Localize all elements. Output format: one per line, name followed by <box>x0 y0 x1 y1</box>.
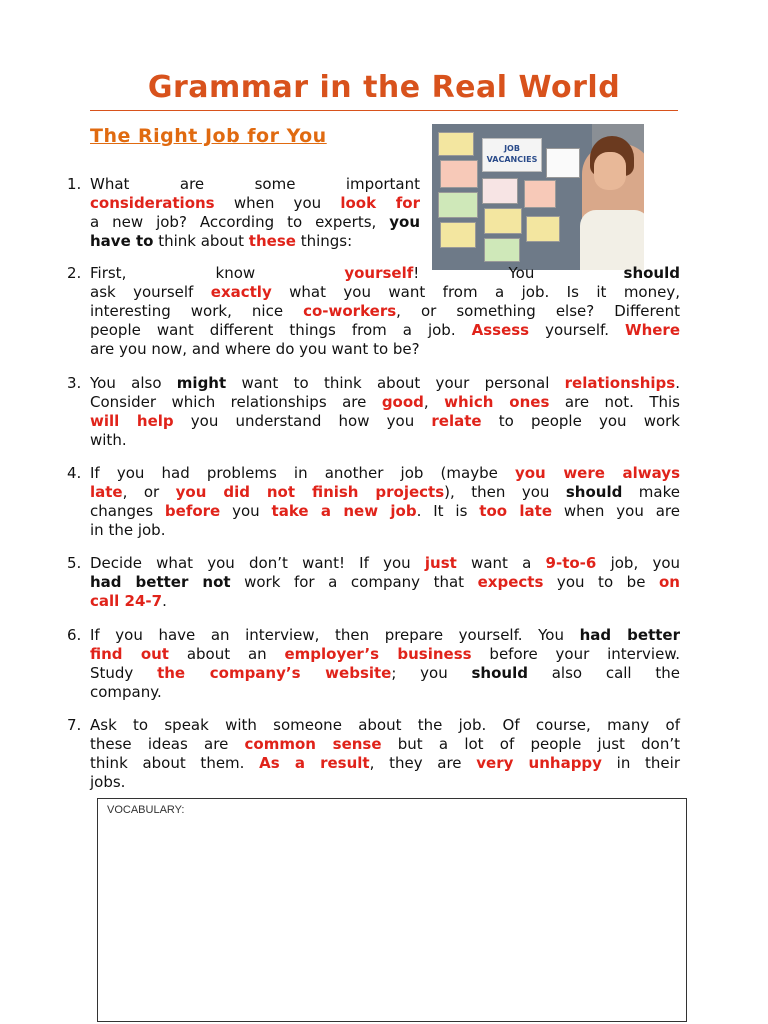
list-item-number: 3. <box>67 374 82 392</box>
highlighted-phrase: Assess <box>471 321 530 339</box>
text-segment: before your interview. <box>471 645 680 663</box>
highlighted-phrase: find out <box>90 645 169 663</box>
highlighted-phrase: expects <box>477 573 544 591</box>
text-line <box>90 283 680 302</box>
highlighted-phrase: considerations <box>90 194 215 212</box>
bold-word: have to <box>90 232 154 250</box>
highlighted-phrase: on <box>659 573 680 591</box>
text-line <box>90 232 420 251</box>
text-segment: changes <box>90 502 165 520</box>
text-segment: are you now, and where do you want to be? <box>90 340 420 358</box>
list-item <box>67 264 681 359</box>
text-segment: ), then you <box>444 483 566 501</box>
text-segment: ask yourself <box>90 283 211 301</box>
text-segment: ; you <box>391 664 472 682</box>
list-item-text <box>90 716 680 792</box>
list-item-number: 6. <box>67 626 82 644</box>
text-line <box>90 502 680 521</box>
text-segment: you to be <box>543 573 659 591</box>
text-segment: people want different things from a job. <box>90 321 472 339</box>
list-item-number: 5. <box>67 554 82 572</box>
notice-paper <box>440 222 476 248</box>
text-segment: yourself. <box>529 321 626 339</box>
highlighted-phrase: As a result <box>259 754 370 772</box>
sign-text: JOB <box>504 144 520 153</box>
text-line <box>90 175 420 194</box>
text-segment: . <box>675 374 680 392</box>
bold-word: might <box>176 374 227 392</box>
bold-word: you <box>389 213 420 231</box>
text-line <box>90 374 680 393</box>
text-line <box>90 264 680 283</box>
highlighted-phrase: just <box>424 554 457 572</box>
highlighted-phrase: these <box>248 232 296 250</box>
text-segment: work for a company that <box>230 573 478 591</box>
text-line <box>90 592 680 611</box>
list-item <box>67 716 681 792</box>
highlighted-phrase: the company’s website <box>157 664 392 682</box>
notice-paper <box>484 238 520 262</box>
text-segment: You also <box>90 374 177 392</box>
highlighted-phrase: late <box>90 483 123 501</box>
text-segment: interesting work, nice <box>90 302 304 320</box>
highlighted-phrase: yourself <box>344 264 414 282</box>
text-segment: a new job? According to experts, <box>90 213 390 231</box>
text-segment: If you had problems in another job (maybe <box>90 464 515 482</box>
list-item <box>67 374 681 450</box>
highlighted-phrase: relationships <box>564 374 676 392</box>
text-line <box>90 573 680 592</box>
list-item-text <box>90 626 680 702</box>
section-subtitle: The Right Job for You <box>90 125 327 147</box>
text-line <box>90 431 680 450</box>
list-item-number: 2. <box>67 264 82 282</box>
bold-word: had better <box>579 626 680 644</box>
text-segment: First, know <box>90 264 345 282</box>
job-vacancies-photo <box>432 124 644 270</box>
bold-word: should <box>471 664 528 682</box>
bold-word: should <box>623 264 680 282</box>
highlighted-phrase: relate <box>431 412 482 430</box>
highlighted-phrase: you did not finish projects <box>175 483 445 501</box>
text-segment: , <box>423 393 445 411</box>
highlighted-phrase: good <box>381 393 424 411</box>
text-line <box>90 716 680 735</box>
list-item-number: 7. <box>67 716 82 734</box>
list-item-text <box>90 554 680 611</box>
text-segment: these ideas are <box>90 735 245 753</box>
text-segment: want to think about your personal <box>226 374 565 392</box>
text-segment: Decide what you don’t want! If you <box>90 554 425 572</box>
text-line <box>90 194 420 213</box>
text-segment: are not. This <box>549 393 680 411</box>
notice-paper <box>440 160 478 188</box>
text-segment: in their <box>601 754 680 772</box>
text-segment: , they are <box>369 754 477 772</box>
text-line <box>90 412 680 431</box>
text-segment: also call the <box>527 664 680 682</box>
text-segment: , or something else? Different <box>396 302 680 320</box>
vocabulary-box[interactable] <box>97 798 687 1022</box>
text-segment: think about them. <box>90 754 260 772</box>
text-segment: Study <box>90 664 158 682</box>
text-line <box>90 735 680 754</box>
woman-face <box>594 152 626 190</box>
highlighted-phrase: very unhappy <box>476 754 602 772</box>
text-line <box>90 773 680 792</box>
list-item-number: 4. <box>67 464 82 482</box>
text-segment: to people you work <box>481 412 680 430</box>
text-segment: , or <box>122 483 176 501</box>
highlighted-phrase: co-workers <box>303 302 397 320</box>
highlighted-phrase: too late <box>479 502 552 520</box>
text-segment: things: <box>295 232 353 250</box>
list-item <box>67 175 421 251</box>
text-segment: ! You <box>413 264 624 282</box>
notice-paper <box>546 148 580 178</box>
text-line <box>90 626 680 645</box>
list-item <box>67 626 681 702</box>
text-segment: job, you <box>596 554 680 572</box>
notice-paper <box>438 192 478 218</box>
highlighted-phrase: look for <box>340 194 420 212</box>
text-segment: want a <box>456 554 546 572</box>
notice-paper <box>438 132 474 156</box>
notice-paper <box>526 216 560 242</box>
text-segment: you <box>220 502 272 520</box>
text-segment: . <box>162 592 167 610</box>
highlighted-phrase: which ones <box>444 393 550 411</box>
text-line <box>90 321 680 340</box>
text-segment: jobs. <box>90 773 126 791</box>
list-item-text <box>90 464 680 540</box>
text-line <box>90 664 680 683</box>
text-line <box>90 302 680 321</box>
highlighted-phrase: before <box>164 502 221 520</box>
title-rule <box>90 110 678 111</box>
highlighted-phrase: employer’s business <box>284 645 472 663</box>
vocabulary-label: VOCABULARY: <box>107 804 185 816</box>
text-segment: Ask to speak with someone about the job. Of course, many of <box>90 716 680 734</box>
highlighted-phrase: 9-to-6 <box>545 554 597 572</box>
text-segment: Consider which relationships are <box>90 393 382 411</box>
text-segment: but a lot of people just don’t <box>381 735 681 753</box>
text-segment: What are some important <box>90 175 420 193</box>
text-segment: when you are <box>552 502 680 520</box>
list-item-number: 1. <box>67 175 82 193</box>
highlighted-phrase: Where <box>625 321 680 339</box>
text-line <box>90 754 680 773</box>
text-line <box>90 483 680 502</box>
text-line <box>90 683 680 702</box>
page-title: Grammar in the Real World <box>147 70 621 105</box>
highlighted-phrase: exactly <box>210 283 272 301</box>
text-line <box>90 521 680 540</box>
notice-paper <box>484 208 522 234</box>
bold-word: had better not <box>90 573 231 591</box>
highlighted-phrase: call 24-7 <box>90 592 163 610</box>
text-line <box>90 340 680 359</box>
text-segment: . It is <box>416 502 480 520</box>
text-line <box>90 645 680 664</box>
job-vacancies-sign <box>482 138 542 172</box>
text-segment: about an <box>168 645 285 663</box>
highlighted-phrase: common sense <box>244 735 382 753</box>
list-item-text <box>90 374 680 450</box>
text-segment: what you want from a job. Is it money, <box>271 283 680 301</box>
sign-text: VACANCIES <box>486 155 538 164</box>
notice-paper <box>524 180 556 208</box>
text-line <box>90 464 680 483</box>
woman-shirt <box>580 210 644 270</box>
text-line <box>90 213 420 232</box>
notice-paper <box>482 178 518 204</box>
list-item <box>67 464 681 540</box>
list-item-text <box>90 175 420 251</box>
highlighted-phrase: will help <box>90 412 174 430</box>
highlighted-phrase: take a new job <box>271 502 417 520</box>
text-segment: when you <box>214 194 341 212</box>
text-segment: make <box>622 483 680 501</box>
text-segment: think about <box>153 232 249 250</box>
text-segment: If you have an interview, then prepare yourself. You <box>90 626 580 644</box>
list-item <box>67 554 681 611</box>
text-line <box>90 554 680 573</box>
text-segment: in the job. <box>90 521 166 539</box>
text-line <box>90 393 680 412</box>
highlighted-phrase: you were always <box>514 464 681 482</box>
text-segment: you understand how you <box>173 412 432 430</box>
list-item-text <box>90 264 680 359</box>
bold-word: should <box>565 483 623 501</box>
text-segment: with. <box>90 431 127 449</box>
text-segment: company. <box>90 683 162 701</box>
